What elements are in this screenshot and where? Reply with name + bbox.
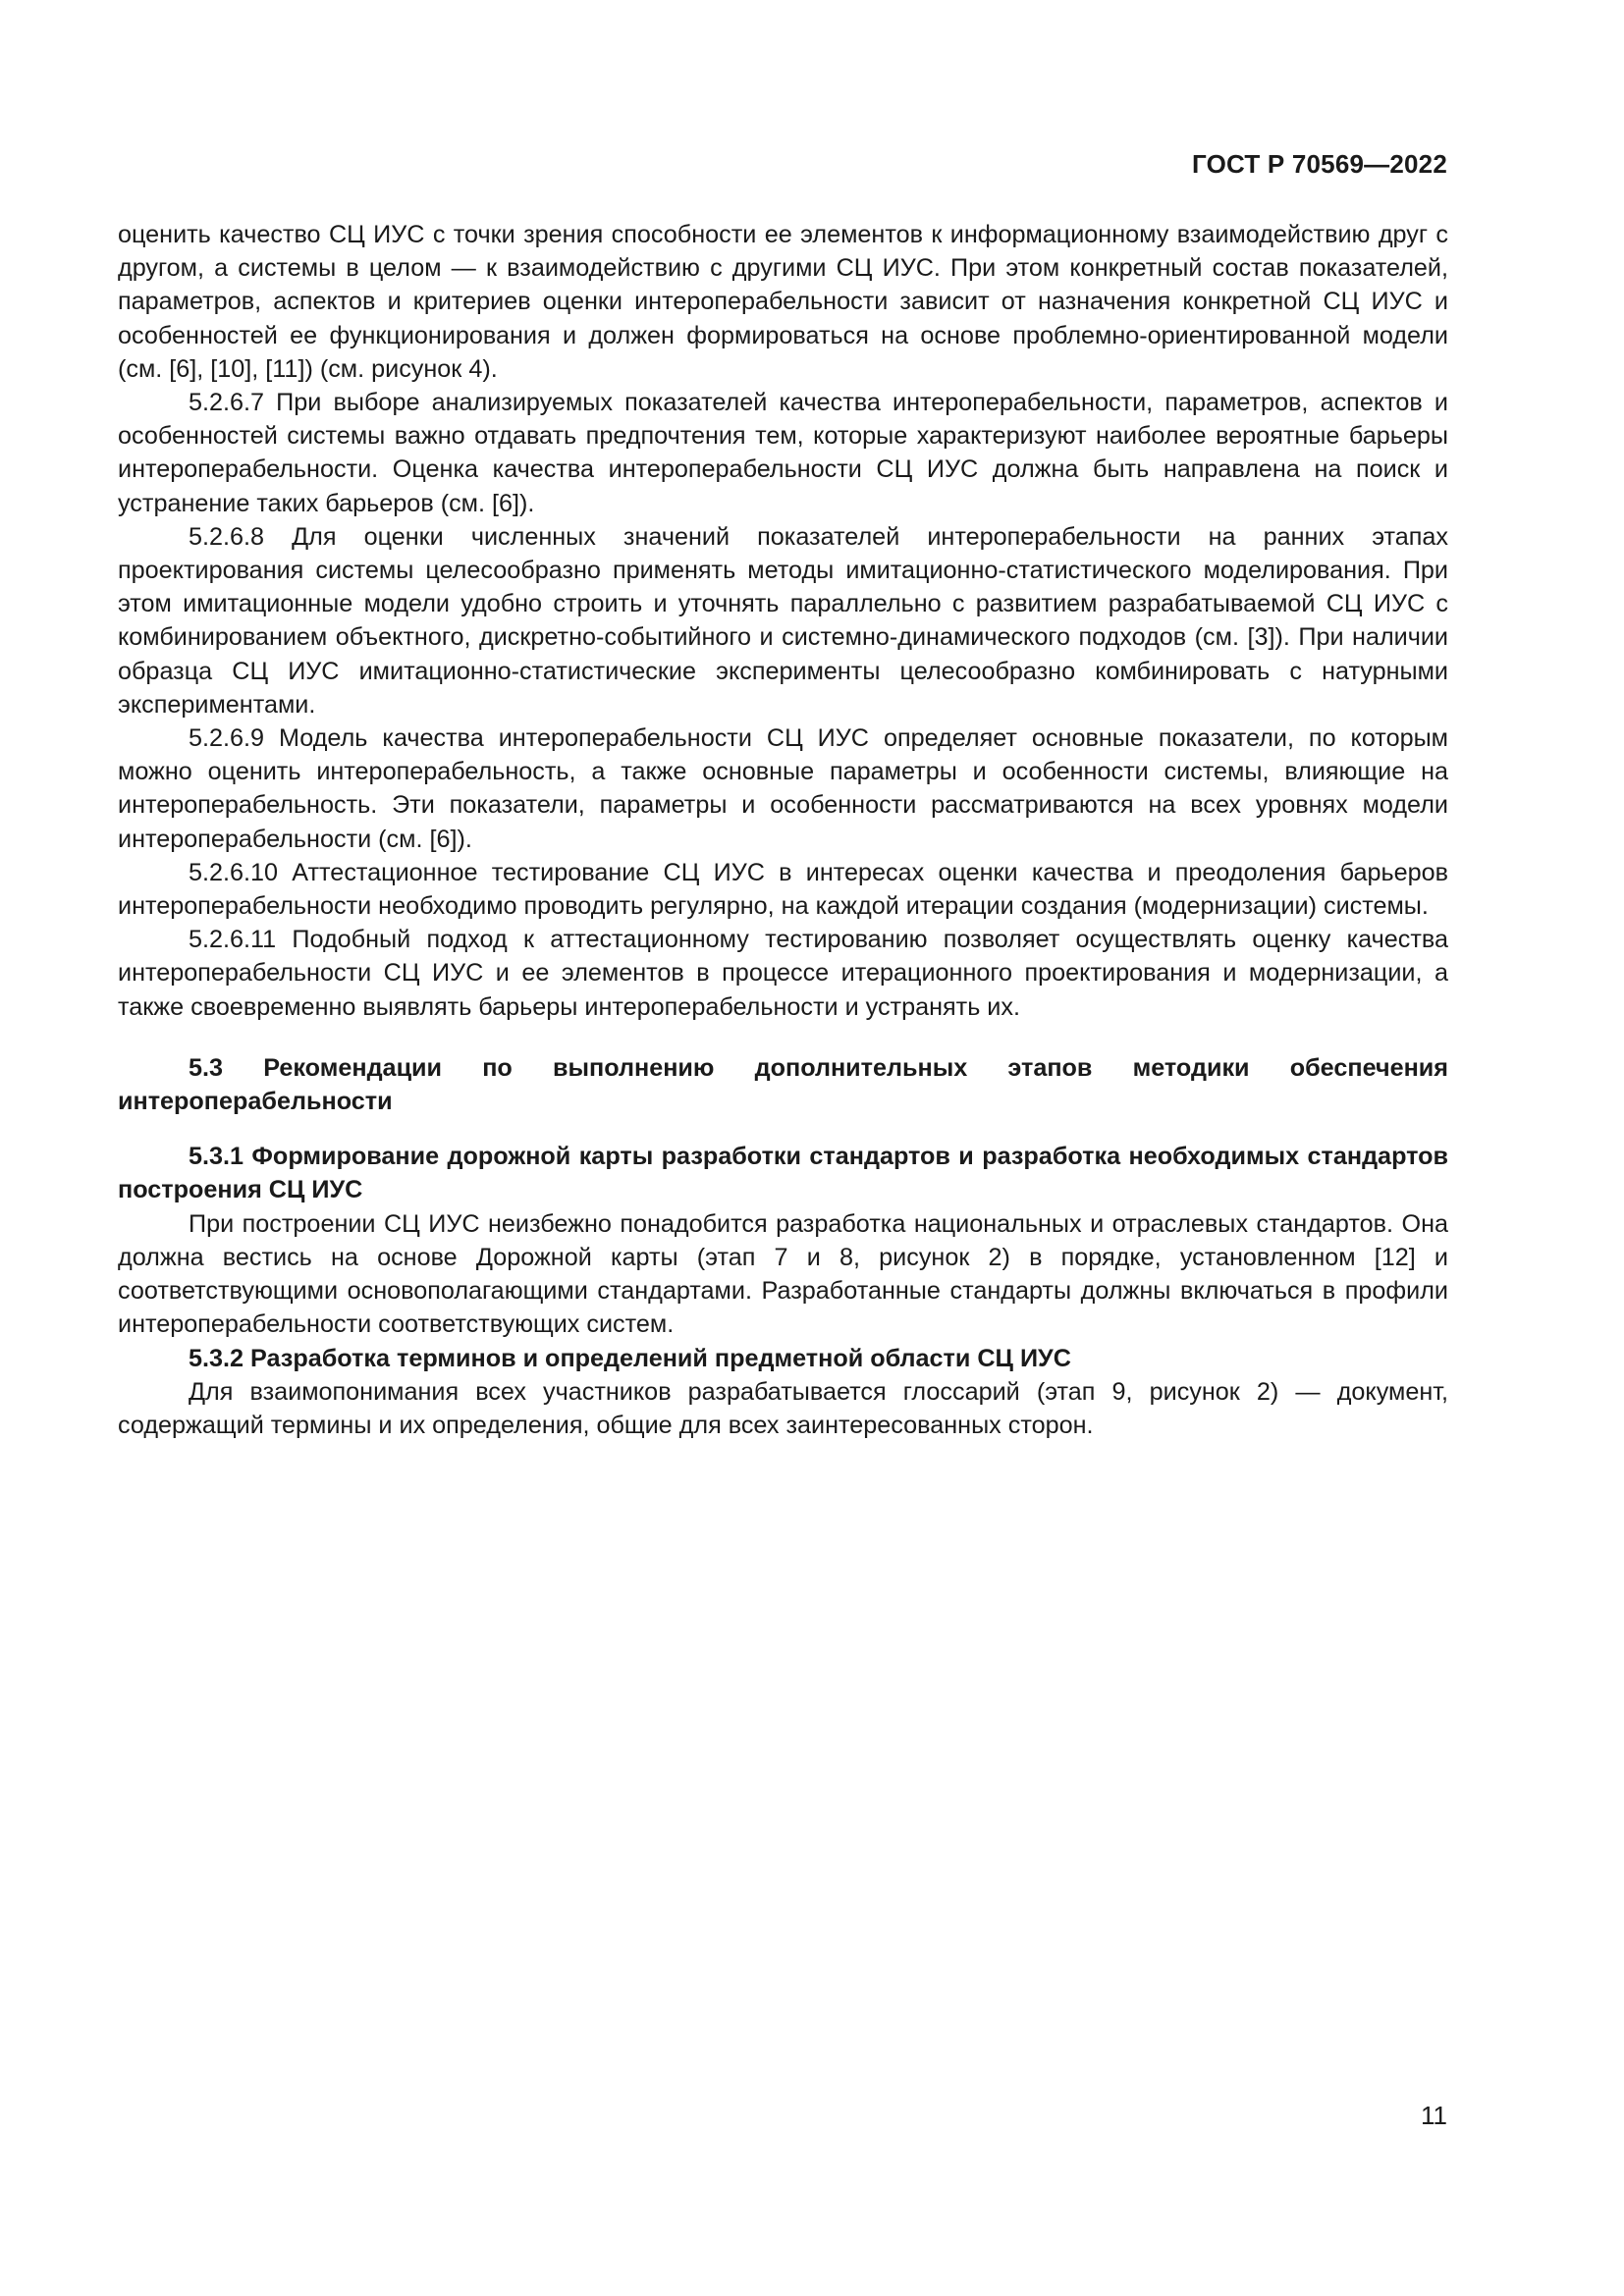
paragraph-continuation: оценить качество СЦ ИУС с точки зрения способности ее элементов к информационному взаимодействию друг с другом, а системы в целом — к взаимодействию с другими СЦ ИУС. При этом конкретный состав показателей, параметров, аспектов и критериев оценки интероперабельности зависит от назначения конкретной СЦ ИУС и особенностей ее функционирования и должен формироваться на основе проблемно-ориентированной модели (см. [6], [10], [11]) (см. рисунок 4).: [118, 221, 1448, 383]
section-heading-5-3-2: 5.3.2 Разработка терминов и определений предметной области СЦ ИУС: [189, 1344, 1071, 1372]
page-number: 11: [1421, 2101, 1447, 2130]
paragraph-5-3-1-text: При построении СЦ ИУС неизбежно понадобится разработка национальных и отраслевых стандартов. Она должна вестись на основе Дорожной карты (этап 7 и 8, рисунок 2) в порядке, установленном [12] и соответствующими основополагающими стандартами. Разработанные стандарты должны включаться в профили интероперабельности соответствующих систем.: [118, 1209, 1448, 1339]
document-id-header: ГОСТ Р 70569—2022: [1192, 149, 1447, 179]
paragraph-5-2-6-11: 5.2.6.11 Подобный подход к аттестационному тестированию позволяет осуществлять оценку качества интероперабельности СЦ ИУС и ее элементов в процессе итерационного проектирования и модернизации, а также своевременно выявлять барьеры интероперабельности и устранять их.: [118, 926, 1448, 1021]
paragraph-5-2-6-8: 5.2.6.8 Для оценки численных значений показателей интероперабельности на ранних этапах проектирования системы целесообразно применять методы имитационно-статистического моделирования. При этом имитационные модели удобно строить и уточнять параллельно с развитием разрабатываемой СЦ ИУС с комбинированием объектного, дискретно-событийного и системно-динамического подходов (см. [3]). При наличии образца СЦ ИУС имитационно-статистические эксперименты целесообразно комбинировать с натурными экспериментами.: [118, 522, 1448, 719]
paragraph-5-3-2-text: Для взаимопонимания всех участников разрабатывается глоссарий (этап 9, рисунок 2) — документ, содержащий термины и их определения, общие для всех заинтересованных сторон.: [118, 1377, 1448, 1439]
paragraph-5-2-6-9: 5.2.6.9 Модель качества интероперабельности СЦ ИУС определяет основные показатели, по которым можно оценить интероперабельность, а также основные параметры и особенности системы, влияющие на интероперабельность. Эти показатели, параметры и особенности рассматриваются на всех уровнях модели интероперабельности (см. [6]).: [118, 724, 1448, 853]
section-heading-5-3-1: 5.3.1 Формирование дорожной карты разработки стандартов и разработка необходимых стандартов построения СЦ ИУС: [118, 1143, 1448, 1204]
spacer: [118, 1024, 1448, 1051]
document-body: [118, 218, 1448, 1442]
spacer: [118, 1118, 1448, 1140]
paragraph-5-2-6-10: 5.2.6.10 Аттестационное тестирование СЦ ИУС в интересах оценки качества и преодоления барьеров интероперабельности необходимо проводить регулярно, на каждой итерации создания (модернизации) системы.: [118, 858, 1448, 921]
paragraph-5-2-6-7: 5.2.6.7 При выборе анализируемых показателей качества интероперабельности, параметров, аспектов и особенностей системы важно отдавать предпочтения тем, которые характеризуют наиболее вероятные барьеры интероперабельности. Оценка качества интероперабельности СЦ ИУС должна быть направлена на поиск и устранение таких барьеров (см. [6]).: [118, 389, 1448, 517]
section-heading-5-3: 5.3 Рекомендации по выполнению дополнительных этапов методики обеспечения интероперабельности: [118, 1053, 1448, 1116]
